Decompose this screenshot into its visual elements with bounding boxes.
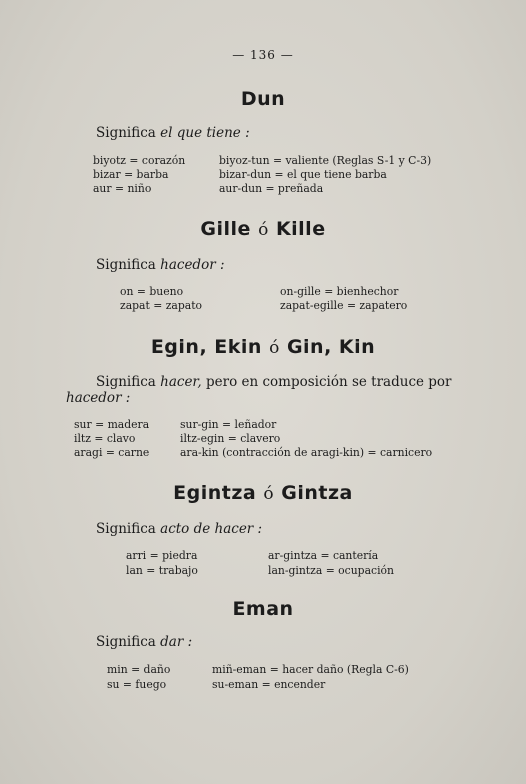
term-right: bizar-dun = el que tiene barba <box>219 168 387 181</box>
term-left: sur = madera <box>74 418 150 431</box>
page-number: — 136 — <box>232 48 294 62</box>
term-right: aur-dun = preñada <box>219 182 324 195</box>
term-right: ar-gintza = cantería <box>268 549 379 562</box>
term-right: biyoz-tun = valiente (Reglas S-1 y C-3) <box>219 154 432 167</box>
definition-dun: Significa el que tiene : <box>96 125 250 141</box>
definition-egin-continued: hacedor : <box>66 390 131 406</box>
term-left: aragi = carne <box>74 446 150 459</box>
term-right: miñ-eman = hacer daño (Regla C-6) <box>212 663 409 676</box>
heading-egin: Egin, Ekin ó Gin, Kin <box>150 336 376 358</box>
definition-gille: Significa hacedor : <box>96 257 225 273</box>
term-left: min = daño <box>107 663 171 676</box>
term-left: biyotz = corazón <box>93 154 186 167</box>
heading-dun <box>0 88 526 110</box>
definition-egintza: Significa acto de hacer : <box>96 521 263 537</box>
term-left: on = bueno <box>120 285 184 298</box>
heading-text: Dun <box>240 88 286 110</box>
term-left: arri = piedra <box>126 549 198 562</box>
term-left: lan = trabajo <box>126 564 198 577</box>
term-right: on-gille = bienhechor <box>280 285 399 298</box>
heading-gille: Gille ó Kille <box>200 218 326 240</box>
term-right: ara-kin (contracción de aragi-kin) = carnicero <box>180 446 433 459</box>
term-left: zapat = zapato <box>120 299 203 312</box>
term-left: aur = niño <box>93 182 152 195</box>
term-right: su-eman = encender <box>212 678 326 691</box>
term-right: lan-gintza = ocupación <box>268 564 394 577</box>
term-right: zapat-egille = zapatero <box>280 299 408 312</box>
term-right: sur-gin = leñador <box>180 418 277 431</box>
heading-egintza: Egintza ó Gintza <box>173 482 353 504</box>
definition-egin: Significa hacer, pero en composición se traduce por <box>96 374 452 390</box>
term-right: iltz-egin = clavero <box>180 432 281 445</box>
definition-eman: Significa dar : <box>96 634 193 650</box>
term-left: bizar = barba <box>93 168 169 181</box>
term-left: iltz = clavo <box>74 432 136 445</box>
term-left: su = fuego <box>107 678 167 691</box>
heading-eman: Eman <box>232 598 294 620</box>
